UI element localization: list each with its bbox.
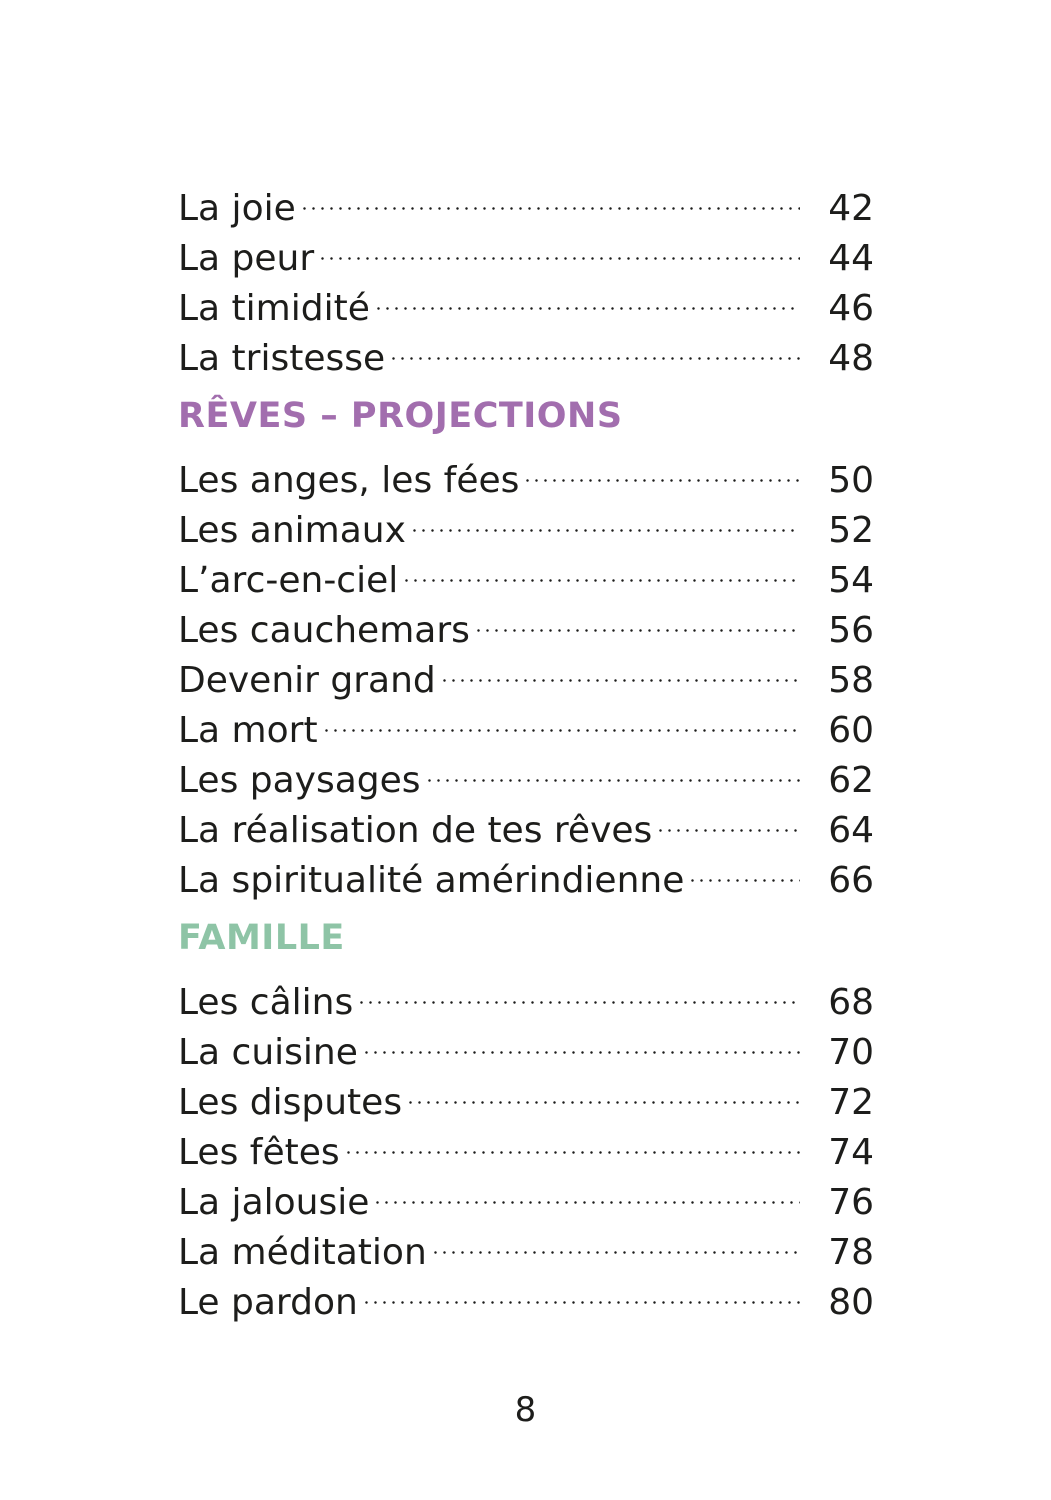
dot-leader bbox=[300, 170, 800, 220]
dot-leader bbox=[523, 442, 800, 492]
toc-entry-page: 48 bbox=[828, 338, 874, 379]
dot-leader bbox=[373, 1164, 800, 1214]
toc-entry-label: Les fêtes bbox=[178, 1132, 340, 1173]
toc-entry-page: 68 bbox=[828, 982, 874, 1023]
dot-leader bbox=[322, 692, 800, 742]
toc-section-emotions bbox=[178, 170, 874, 379]
toc-entry-page: 62 bbox=[828, 760, 874, 801]
toc-entry-label: La mort bbox=[178, 710, 318, 751]
dot-leader bbox=[474, 592, 800, 642]
table-of-contents bbox=[178, 170, 874, 1323]
toc-entry-label: La réalisation de tes rêves bbox=[178, 810, 653, 851]
section-heading: RÊVES – PROJECTIONS bbox=[178, 396, 623, 436]
toc-entry-label: La méditation bbox=[178, 1232, 427, 1273]
toc-entry-label: La jalousie bbox=[178, 1182, 370, 1223]
dot-leader bbox=[362, 1014, 800, 1064]
toc-entry-page: 52 bbox=[828, 510, 874, 551]
dot-leader bbox=[410, 492, 800, 542]
toc-section-famille bbox=[178, 914, 874, 1323]
toc-entry-label: La tristesse bbox=[178, 338, 386, 379]
toc-entry-label: La peur bbox=[178, 238, 315, 279]
dot-leader bbox=[374, 270, 800, 320]
page-number: 8 bbox=[514, 1390, 537, 1430]
dot-leader bbox=[357, 964, 800, 1014]
toc-entry[interactable] bbox=[178, 170, 874, 229]
dot-leader bbox=[402, 542, 800, 592]
toc-entry-page: 74 bbox=[828, 1132, 874, 1173]
toc-entry-label: Le pardon bbox=[178, 1282, 358, 1323]
toc-entry[interactable] bbox=[178, 442, 874, 501]
toc-entry-label: Les disputes bbox=[178, 1082, 403, 1123]
toc-entry-label: Les câlins bbox=[178, 982, 354, 1023]
dot-leader bbox=[431, 1214, 800, 1264]
toc-section-reves-projections bbox=[178, 392, 874, 901]
toc-entry-page: 70 bbox=[828, 1032, 874, 1073]
toc-entry-label: L’arc-en-ciel bbox=[178, 560, 399, 601]
dot-leader bbox=[425, 742, 800, 792]
toc-entry-page: 42 bbox=[828, 188, 874, 229]
toc-entry-page: 72 bbox=[828, 1082, 874, 1123]
toc-entry[interactable] bbox=[178, 964, 874, 1023]
toc-entry-page: 56 bbox=[828, 610, 874, 651]
toc-entry-label: Devenir grand bbox=[178, 660, 436, 701]
toc-entry-page: 60 bbox=[828, 710, 874, 751]
toc-entry-label: Les anges, les fées bbox=[178, 460, 520, 501]
toc-entry-label: Les cauchemars bbox=[178, 610, 470, 651]
toc-entry-label: La cuisine bbox=[178, 1032, 358, 1073]
toc-entry-page: 64 bbox=[828, 810, 874, 851]
dot-leader bbox=[656, 792, 800, 842]
dot-leader bbox=[318, 220, 800, 270]
toc-entry-label: La joie bbox=[178, 188, 296, 229]
toc-entry-page: 54 bbox=[828, 560, 874, 601]
toc-entry-label: La spiritualité amérindienne bbox=[178, 860, 685, 901]
dot-leader bbox=[389, 320, 800, 370]
toc-entry-page: 76 bbox=[828, 1182, 874, 1223]
toc-entry-label: Les animaux bbox=[178, 510, 406, 551]
toc-entry-page: 66 bbox=[828, 860, 874, 901]
toc-entry-page: 78 bbox=[828, 1232, 874, 1273]
toc-entry-page: 80 bbox=[828, 1282, 874, 1323]
section-heading: FAMILLE bbox=[178, 918, 345, 958]
dot-leader bbox=[362, 1264, 800, 1314]
dot-leader bbox=[440, 642, 800, 692]
dot-leader bbox=[344, 1114, 800, 1164]
toc-entry-page: 50 bbox=[828, 460, 874, 501]
toc-entry-page: 46 bbox=[828, 288, 874, 329]
toc-entry-page: 58 bbox=[828, 660, 874, 701]
toc-entry-label: La timidité bbox=[178, 288, 370, 329]
dot-leader bbox=[406, 1064, 800, 1114]
toc-entry-label: Les paysages bbox=[178, 760, 421, 801]
toc-entry-page: 44 bbox=[828, 238, 874, 279]
dot-leader bbox=[688, 842, 800, 892]
